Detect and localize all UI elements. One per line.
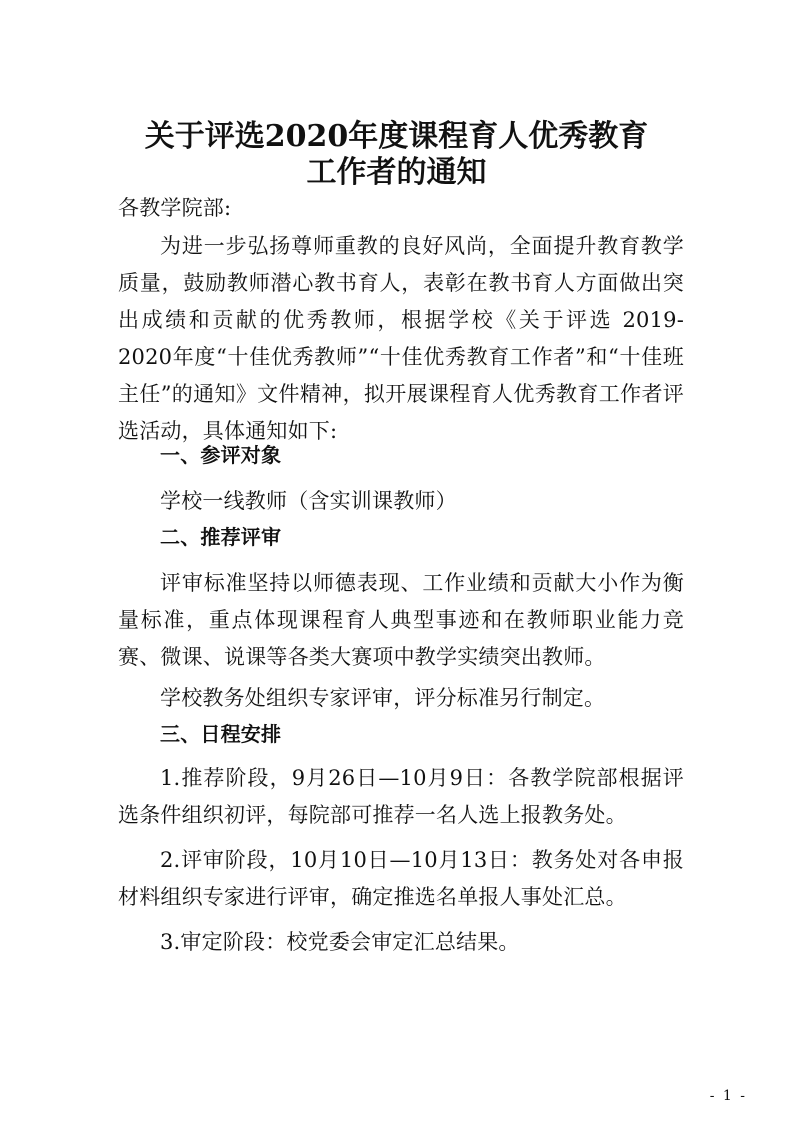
document-title-line-2: 工作者的通知 <box>306 155 487 190</box>
section-heading-2: 二、推荐评审 <box>160 525 282 549</box>
section-3-paragraph-1: 1.推荐阶段，9月26日—10月9日：各教学院部根据评选条件组织初评，每院部可推荐一名人选上报教务处。 <box>118 766 684 827</box>
intro-paragraph: 为进一步弘扬尊师重教的良好风尚，全面提升教育教学质量，鼓励教师潜心教书育人，表彰在教书育人方面做出突出成绩和贡献的优秀教师，根据学校《关于评选 2019-2020年度“十佳优秀教师”“十佳优秀教育工作者”和“十佳班主任”的通知》文件精神，拟开展课程育人优秀教育工作者评选活动，具体通知如下: <box>118 234 684 443</box>
section-2-paragraph-1: 评审标准坚持以师德表现、工作业绩和贡献大小作为衡量标准，重点体现课程育人典型事迹和在教师职业能力竞赛、微课、说课等各类大赛项中教学实绩突出教师。 <box>118 571 684 669</box>
section-heading-3: 三、日程安排 <box>160 722 282 746</box>
salutation: 各教学院部: <box>118 196 232 220</box>
document-title-line-1: 关于评选2020年度课程育人优秀教育 <box>144 119 649 154</box>
section-3-paragraph-2: 2.评审阶段，10月10日—10月13日：教务处对各申报材料组织专家进行评审，确定推选名单报人事处汇总。 <box>118 848 684 909</box>
section-2-paragraph-2: 学校教务处组织专家评审，评分标准另行制定。 <box>160 686 606 710</box>
section-heading-1: 一、参评对象 <box>160 443 282 467</box>
page-number: - 1 - <box>709 1088 747 1104</box>
section-3-paragraph-3: 3.审定阶段：校党委会审定汇总结果。 <box>160 930 520 954</box>
section-1-paragraph-1: 学校一线教师（含实训课教师） <box>160 489 457 513</box>
